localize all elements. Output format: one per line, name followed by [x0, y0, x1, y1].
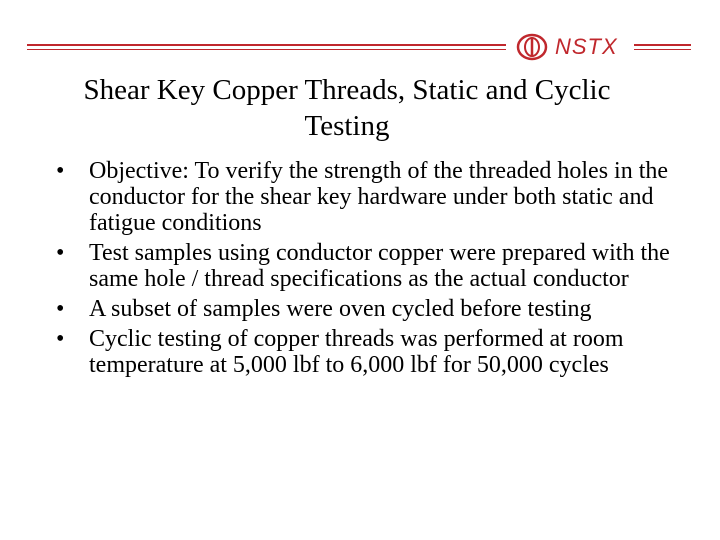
nstx-logo-icon — [516, 33, 548, 61]
bullet-text: Cyclic testing of copper threads was performed at room temperature at 5,000 lbf to 6,000 lbf for 50,000 cycles — [89, 326, 624, 378]
bullet-item — [56, 240, 676, 292]
nstx-logo-text: NSTX — [555, 34, 618, 59]
bullet-item — [56, 296, 676, 322]
header-rule-left — [27, 44, 506, 50]
bullet-text: Objective: To verify the strength of the threaded holes in the conductor for the shear key hardware under both static and fatigue conditions — [89, 158, 669, 236]
bullet-marker: • — [56, 158, 65, 184]
bullet-text: A subset of samples were oven cycled before testing — [89, 296, 592, 322]
bullet-text: Test samples using conductor copper were prepared with the same hole / thread specifications as the actual conductor — [89, 240, 670, 292]
bullet-list — [56, 158, 676, 382]
bullet-marker: • — [56, 296, 65, 322]
bullet-item — [56, 158, 676, 236]
slide-title: Shear Key Copper Threads, Static and Cyclic Testing — [83, 74, 611, 142]
bullet-item — [56, 326, 676, 378]
header-rule-right — [634, 44, 691, 50]
bullet-marker: • — [56, 326, 65, 352]
bullet-marker: • — [56, 240, 65, 266]
